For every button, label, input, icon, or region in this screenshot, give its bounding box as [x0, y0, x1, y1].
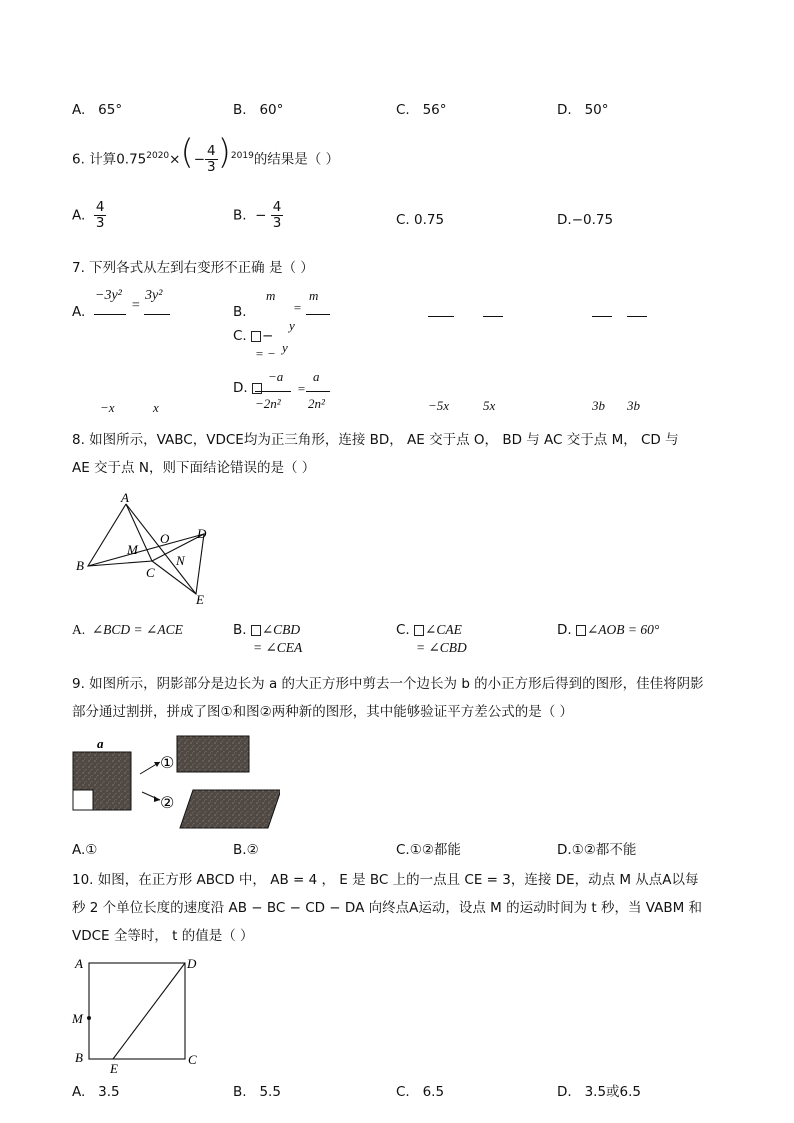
q7-b-bar — [306, 314, 330, 315]
svg-text:E: E — [110, 1061, 118, 1076]
q7-option-b-letter: B. — [233, 304, 247, 320]
question-7: 7. 下列各式从左到右变形不正确 是（ ） — [72, 260, 314, 276]
q7-bar-m1 — [428, 316, 454, 317]
q7-a-right-bar — [144, 314, 170, 315]
q7-option-c: C. − — [233, 328, 274, 344]
svg-text:O: O — [160, 531, 170, 546]
svg-text:D: D — [187, 956, 197, 971]
svg-text:B: B — [75, 1050, 83, 1065]
missing-glyph-icon — [251, 331, 261, 342]
svg-text:A: A — [75, 956, 83, 971]
q7-option-d: D. — [233, 374, 263, 402]
option-a: A. ∠BCD = ∠ACE — [72, 622, 183, 637]
q10-figure — [70, 952, 210, 1077]
figure-2-parallelogram — [180, 790, 280, 828]
q8-figure — [70, 488, 230, 608]
q7-bar-r2 — [627, 316, 647, 317]
svg-text:①: ① — [160, 753, 175, 772]
svg-text:a: a — [97, 736, 104, 751]
option-a: A. 65° — [72, 102, 123, 118]
option-d: D. 3.5或6.5 — [557, 1084, 642, 1100]
segment-de — [113, 963, 185, 1059]
svg-text:M: M — [72, 1011, 83, 1026]
svg-text:E: E — [196, 592, 204, 607]
option-c: C. ∠CAE — [396, 622, 462, 638]
small-square — [73, 790, 93, 810]
q7-d-bar — [255, 391, 291, 392]
question-9-line1: 9. 如图所示，阴影部分是边长为 a 的大正方形中剪去一个边长为 b 的小正方形后得到的图形，佳佳将阴影 — [72, 676, 704, 692]
option-d: D.①②都不能 — [557, 842, 637, 858]
q7-option-a-letter: A. — [72, 304, 86, 320]
square-abcd — [89, 963, 185, 1059]
figure-1-rectangle — [177, 736, 249, 772]
option-b: B. 5.5 — [233, 1084, 281, 1100]
svg-text:②: ② — [160, 793, 175, 812]
q7-a-left-bar — [94, 314, 126, 315]
q9-figure — [70, 730, 280, 832]
question-9-line2: 部分通过割拼，拼成了图①和图②两种新的图形，其中能够验证平方差公式的是（ ） — [72, 704, 573, 720]
option-d: D. ∠AOB = 60° — [557, 622, 660, 638]
svg-text:D: D — [197, 526, 207, 541]
option-b: B.② — [233, 842, 259, 858]
option-a: A. 3.5 — [72, 1084, 120, 1100]
option-b: B. 60° — [233, 102, 284, 118]
q7-bar-m2 — [483, 316, 503, 317]
option-c: C. 6.5 — [396, 1084, 445, 1100]
q7-bar-r1 — [592, 316, 612, 317]
option-a: A.① — [72, 842, 98, 858]
q7-a-left-num: −3y² — [95, 288, 122, 303]
question-10-line3: VDCE 全等时， t 的值是（ ） — [72, 928, 254, 944]
svg-text:M: M — [127, 542, 138, 557]
option-c: C.①②都能 — [396, 842, 461, 858]
question-8-line1: 8. 如图所示，VABC，VDCE均为正三角形，连接 BD， AE 交于点 O， BD 与 AC 交于点 M， CD 与 — [72, 432, 679, 448]
missing-glyph-icon — [576, 625, 586, 636]
option-b: B. ∠CBD — [233, 622, 301, 638]
option-d: D.−0.75 — [557, 212, 614, 228]
svg-text:B: B — [76, 558, 84, 573]
question-6: 6. 计算$0.75^{2020}\times(-$ $\frac{4}{3}$ )$^{2019}$的结果是（ ） — [72, 132, 340, 175]
option-d: D. 50° — [557, 102, 609, 118]
svg-text:N: N — [176, 553, 185, 568]
option-c: C. 0.75 — [396, 212, 445, 228]
svg-text:A: A — [121, 490, 129, 505]
question-8-line2: AE 交于点 N，则下面结论错误的是（ ） — [72, 460, 316, 476]
q7-d-bar2 — [306, 391, 330, 392]
option-c: C. 56° — [396, 102, 447, 118]
question-10-line1: 10. 如图，在正方形 ABCD 中， AB = 4 ， E 是 BC 上的一点且 CE = 3，连接 DE，动点 M 从点A以每 — [72, 872, 699, 888]
question-10-line2: 秒 2 个单位长度的速度沿 AB − BC − CD − DA 向终点A运动，设点 M 的运动时间为 t 秒，当 VABM 和 — [72, 900, 703, 916]
option-b: B. − $\frac{4}{3}$ — [233, 199, 282, 231]
svg-text:C: C — [146, 565, 155, 580]
option-a: A. $\frac{4}{3}$ — [72, 199, 105, 231]
q7-a-right-num: 3y² — [145, 288, 163, 303]
q6-fraction: $\frac{4}{3}$ — [207, 143, 216, 175]
svg-text:C: C — [188, 1052, 197, 1067]
point-m — [87, 1016, 91, 1020]
